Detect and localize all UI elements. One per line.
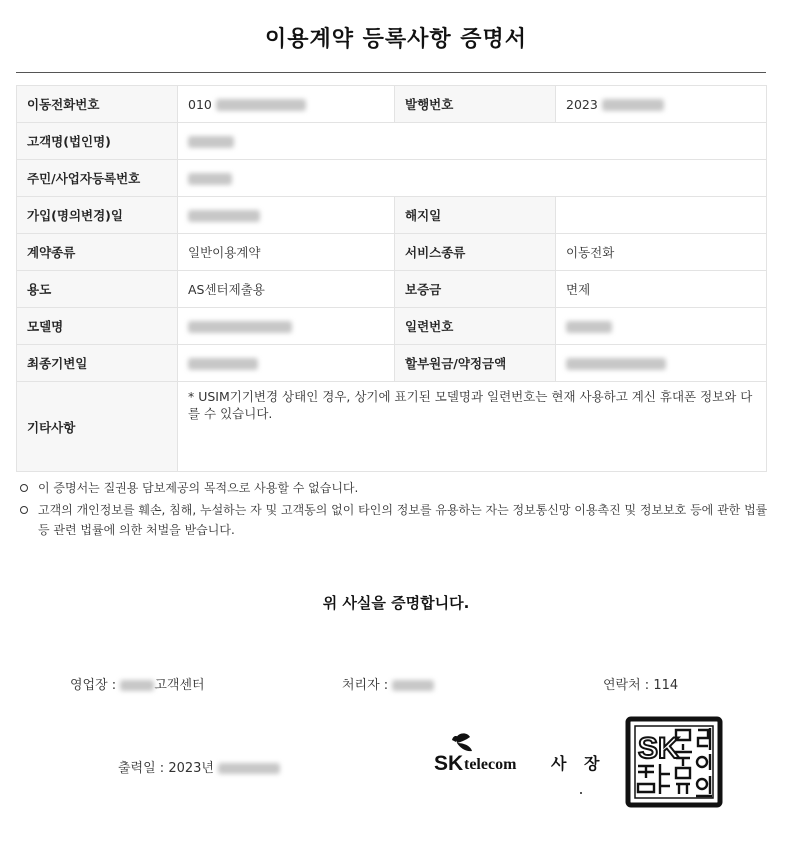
serial-label: 일련번호 xyxy=(395,308,556,345)
sk-telecom-logo xyxy=(434,730,546,774)
svg-text:telecom: telecom xyxy=(464,756,517,773)
etc-note: * USIM기기변경 상태인 경우, 상기에 표기된 모델명과 일련번호는 현재 사용하고 계신 휴대폰 정보와 다를 수 있습니다. xyxy=(178,382,767,472)
svg-text:SK: SK xyxy=(638,732,680,765)
registration-number-label: 주민/사업자등록번호 xyxy=(17,160,178,197)
table-row xyxy=(17,234,767,271)
phone-value: 010 xyxy=(178,86,395,123)
model-value xyxy=(178,308,395,345)
table-row xyxy=(17,123,767,160)
issue-number-label: 발행번호 xyxy=(395,86,556,123)
circle-bullet-icon xyxy=(20,484,28,492)
table-row xyxy=(17,197,767,234)
certify-statement: 위 사실을 증명합니다. xyxy=(322,594,470,612)
join-date-label: 가입(명의변경)일 xyxy=(17,197,178,234)
customer-name-value xyxy=(178,123,767,160)
issue-number-value: 2023 xyxy=(556,86,767,123)
installment-label: 할부원금/약정금액 xyxy=(395,345,556,382)
table-row xyxy=(17,160,767,197)
table-row xyxy=(17,86,767,123)
etc-label: 기타사항 xyxy=(17,382,178,472)
contract-type-label: 계약종류 xyxy=(17,234,178,271)
cancel-date-value xyxy=(556,197,767,234)
contact-info: 연락처 : 114 xyxy=(603,678,679,693)
table-row xyxy=(17,382,767,472)
registration-table xyxy=(16,85,767,472)
notice-list xyxy=(20,478,770,542)
usage-label: 용도 xyxy=(17,271,178,308)
ceo-title: 사 장 xyxy=(551,754,606,773)
handler-info: 처리자 : xyxy=(342,674,434,693)
installment-value xyxy=(556,345,767,382)
last-change-label: 최종기변일 xyxy=(17,345,178,382)
print-date: 출력일 : 2023년 xyxy=(118,757,280,776)
model-label: 모델명 xyxy=(17,308,178,345)
notice-item: 고객의 개인정보를 훼손, 침해, 누설하는 자 및 고객동의 없이 타인의 정보를 유용하는 자는 정보통신망 이용촉진 및 정보보호 등에 관한 법률 등 관련 법률에 의한 처벌을 받습니다. xyxy=(20,500,770,540)
table-row xyxy=(17,271,767,308)
svg-text:SK: SK xyxy=(434,752,464,774)
deposit-value: 면제 xyxy=(556,271,767,308)
cancel-date-label: 해지일 xyxy=(395,197,556,234)
contract-type-value: 일반이용계약 xyxy=(178,234,395,271)
deposit-label: 보증금 xyxy=(395,271,556,308)
usage-value: AS센터제출용 xyxy=(178,271,395,308)
service-type-label: 서비스종류 xyxy=(395,234,556,271)
document-title: 이용계약 등록사항 증명서 xyxy=(264,27,528,52)
butterfly-icon xyxy=(452,733,472,751)
last-change-value xyxy=(178,345,395,382)
table-row xyxy=(17,345,767,382)
customer-name-label: 고객명(법인명) xyxy=(17,123,178,160)
title-divider xyxy=(16,72,766,73)
circle-bullet-icon xyxy=(20,506,28,514)
office-info: 영업장 : 고객센터 xyxy=(70,678,205,693)
dot-mark xyxy=(580,792,582,794)
registration-number-value xyxy=(178,160,767,197)
phone-label: 이동전화번호 xyxy=(17,86,178,123)
notice-item: 이 증명서는 질권용 담보제공의 목적으로 사용할 수 없습니다. xyxy=(20,478,770,498)
join-date-value xyxy=(178,197,395,234)
service-type-value: 이동전화 xyxy=(556,234,767,271)
table-row xyxy=(17,308,767,345)
serial-value xyxy=(556,308,767,345)
company-seal-stamp xyxy=(624,716,724,808)
